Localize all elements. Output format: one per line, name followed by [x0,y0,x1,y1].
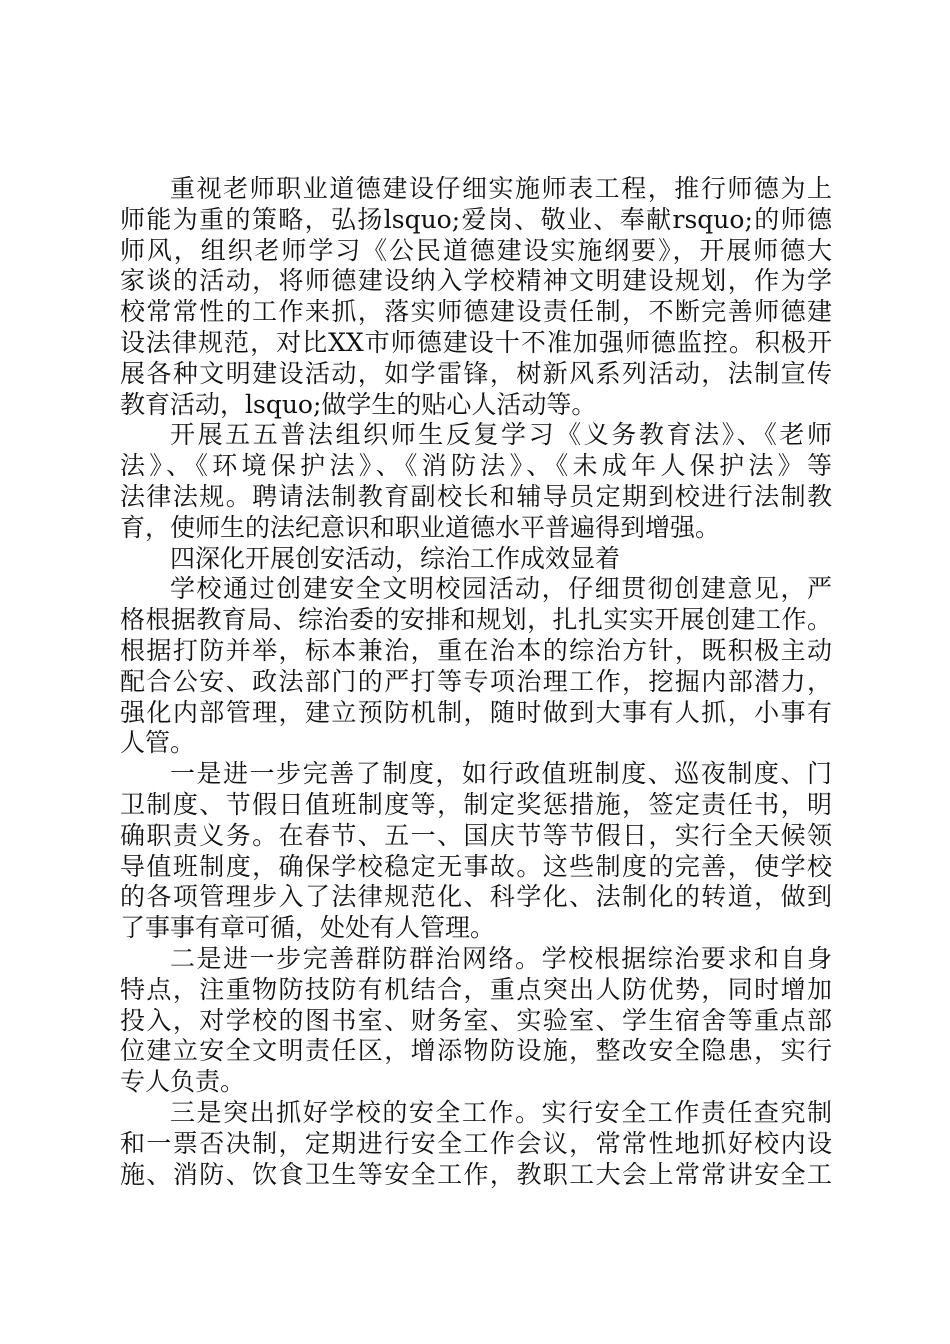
section-heading [120,544,832,575]
text-line: 卫制度、节假日值班制度等，制定奖惩措施，签定责任书，明 [120,789,832,819]
text-line: 确职责义务。在春节、五一、国庆节等节假日，实行全天候领 [120,820,832,850]
text-line: 展各种文明建设活动，如学雷锋，树新风系列活动，法制宣传 [120,358,832,388]
text-line: 格根据教育局、综治委的安排和规划，扎扎实实开展创建工作。 [120,605,832,635]
text-line: 了事事有章可循，处处有人管理。 [120,913,496,943]
text-line: 师能为重的策略，弘扬lsquo;爱岗、敬业、奉献rsquo;的师德 [120,204,832,234]
paragraph [120,420,832,543]
document-body [120,174,832,1190]
text-line: 二是进一步完善群防群治网络。学校根据综治要求和自身 [170,943,832,973]
text-line: 配合公安、政法部门的严打等专项治理工作，挖掘内部潜力， [120,666,832,696]
text-line: 四深化开展创安活动，综治工作成效显着 [170,543,621,573]
paragraph [120,759,832,944]
text-line: 投入，对学校的图书室、财务室、实验室、学生宿舍等重点部 [120,1005,832,1035]
text-line: 根据打防并举，标本兼治，重在治本的综治方针，既积极主动 [120,635,832,665]
text-line: 专人负责。 [120,1067,246,1097]
text-line: 师风，组织老师学习《公民道德建设实施纲要》，开展师德大 [120,235,832,265]
text-line: 的各项管理步入了法律规范化、科学化、法制化的转道，做到 [120,882,832,912]
text-line: 教育活动，lsquo;做学生的贴心人活动等。 [120,389,597,419]
text-line: 重视老师职业道德建设仔细实施师表工程，推行师德为上 [170,174,832,203]
text-line: 家谈的活动，将师德建设纳入学校精神文明建设规划，作为学 [120,266,832,296]
text-line: 育，使师生的法纪意识和职业道德水平普遍得到增强。 [120,512,721,542]
text-line: 三是突出抓好学校的安全工作。实行安全工作责任查究制 [170,1097,832,1127]
text-line: 学校通过创建安全文明校园活动，仔细贯彻创建意见，严 [170,574,832,604]
paragraph [120,944,832,1098]
paragraph [120,574,832,759]
paragraph [120,1098,832,1190]
paragraph [120,174,832,420]
text-line: 强化内部管理，建立预防机制，随时做到大事有人抓，小事有 [120,697,832,727]
text-line: 特点，注重物防技防有机结合，重点突出人防优势，同时增加 [120,974,832,1004]
text-line: 一是进一步完善了制度，如行政值班制度、巡夜制度、门 [170,759,832,789]
text-line: 人管。 [120,728,196,758]
text-line: 和一票否决制，定期进行安全工作会议，常常性地抓好校内设 [120,1128,832,1158]
text-line: 导值班制度，确保学校稳定无事故。这些制度的完善，使学校 [120,851,832,881]
text-line: 位建立安全文明责任区，增添物防设施，整改安全隐患，实行 [120,1036,832,1066]
text-line: 设法律规范，对比XX市师德建设十不准加强师德监控。积极开 [120,327,832,357]
text-line: 法律法规。聘请法制教育副校长和辅导员定期到校进行法制教 [120,481,832,511]
text-line: 施、消防、饮食卫生等安全工作，教职工大会上常常讲安全工 [120,1159,832,1189]
text-line: 开展五五普法组织师生反复学习《义务教育法》、《老师 [170,420,832,450]
text-line: 法》、《环境保护法》、《消防法》、《未成年人保护法》等 [120,451,832,481]
text-line: 校常常性的工作来抓，落实师德建设责任制，不断完善师德建 [120,297,832,327]
